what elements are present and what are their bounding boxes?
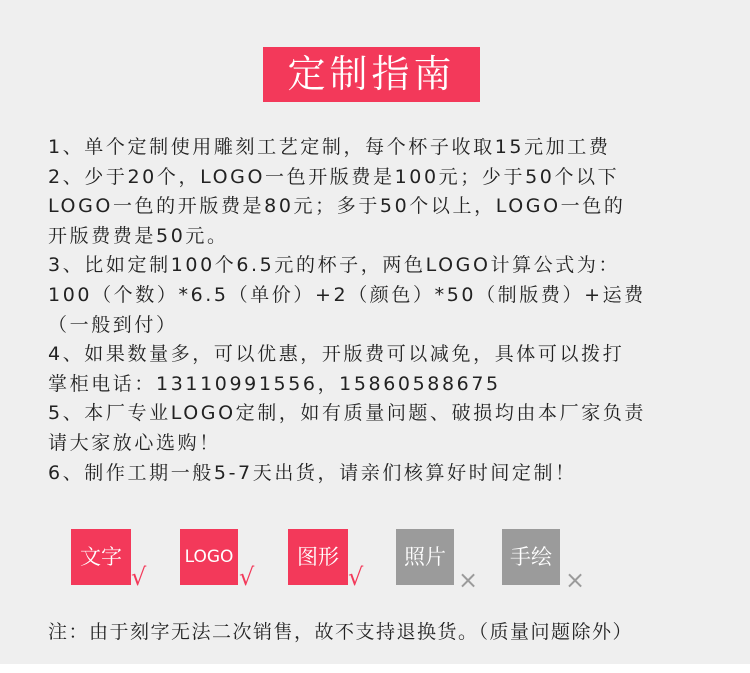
- rule-line: LOGO一色的开版费是80元；多于50个以上，LOGO一色的: [48, 195, 626, 218]
- rule-line: 5、本厂专业LOGO定制，如有质量问题、破损均由本厂家负责: [48, 402, 647, 425]
- bottom-divider: [0, 664, 750, 673]
- cross-icon: ×: [458, 566, 479, 594]
- option-photo-badge: 照片: [396, 529, 454, 585]
- rule-line: 请大家放心选购！: [48, 431, 221, 454]
- rule-line: 6、制作工期一般5-7天出货，请亲们核算好时间定制！: [48, 461, 577, 484]
- rule-line: 1、单个定制使用雕刻工艺定制，每个杯子收取15元加工费: [48, 136, 611, 158]
- rule-line: （一般到付）: [48, 313, 178, 336]
- rule-line: 掌柜电话：13110991556，15860588675: [48, 372, 501, 395]
- rule-line: 3、比如定制100个6.5元的杯子，两色LOGO计算公式为：: [48, 254, 621, 277]
- rule-line: 4、如果数量多，可以优惠，开版费可以减免，具体可以拨打: [48, 343, 625, 366]
- option-logo-badge: LOGO: [180, 529, 238, 585]
- check-icon: √: [348, 563, 364, 591]
- return-policy-note: 注：由于刻字无法二次销售，故不支持退换货。（质量问题除外）: [48, 621, 634, 643]
- rules-list: [48, 133, 738, 488]
- rule-line: 开版费费是50元。: [48, 224, 229, 247]
- page-title: 定制指南: [263, 47, 480, 102]
- option-text-badge: 文字: [71, 529, 131, 585]
- rule-line: 100（个数）*6.5（单价）+2（颜色）*50（制版费）+运费: [48, 283, 646, 306]
- option-graphic-badge: 图形: [288, 529, 348, 585]
- check-icon: √: [131, 563, 147, 591]
- rule-line: 2、少于20个，LOGO一色开版费是100元；少于50个以下: [48, 165, 620, 188]
- cross-icon: ×: [565, 566, 586, 594]
- option-handdrawn-badge: 手绘: [502, 529, 560, 585]
- check-icon: √: [239, 563, 255, 591]
